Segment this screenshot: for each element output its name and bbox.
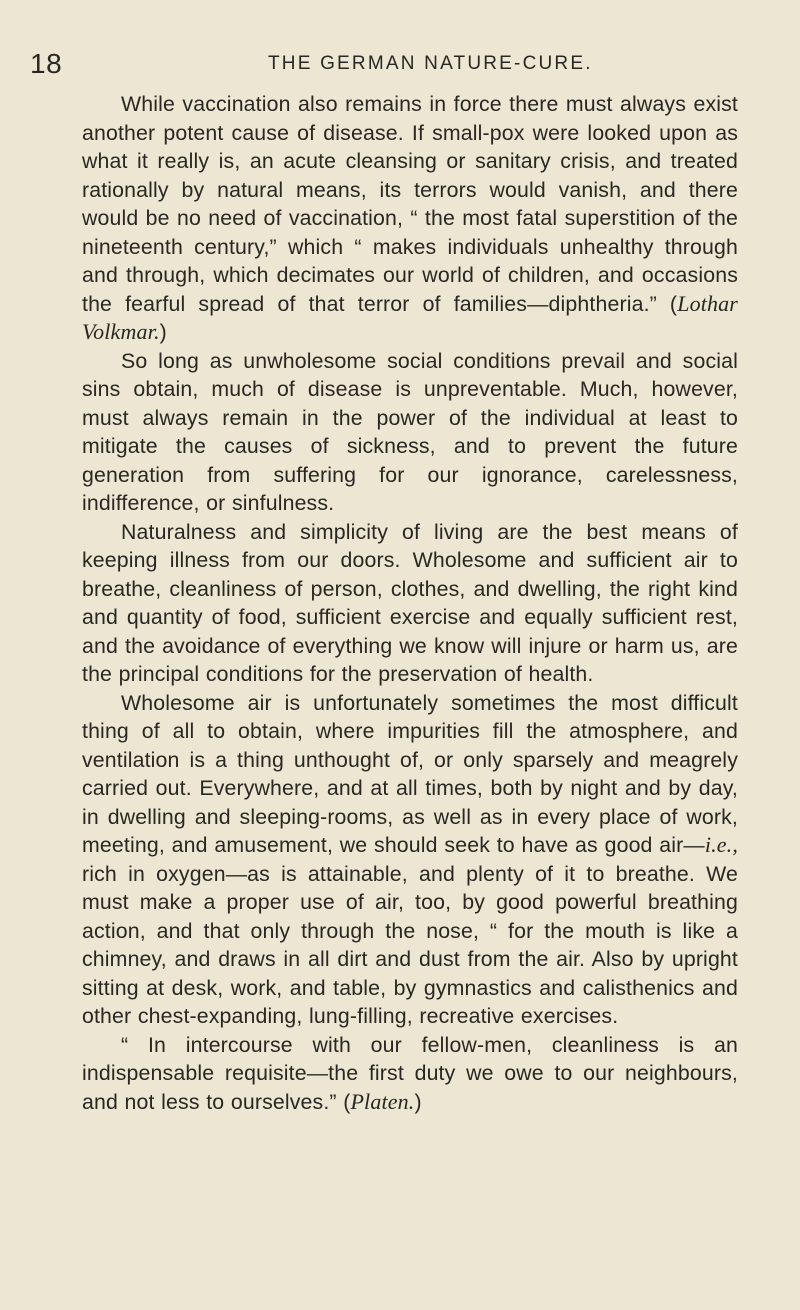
running-head [0,46,800,82]
paragraph-text-end: ) [414,1089,422,1114]
paragraph-text: “ In intercourse with our fellow-men, cleanliness is an indispensable requisite—the first duty we owe to our neighbours, and not less to ourselves.” ( [82,1032,738,1114]
paragraph-text-end: rich in oxygen—as is attainable, and plenty of it to breathe. We must make a proper use of air, too, by good powerful breathing action, and that only through the nose, “ for the mouth is like a chimney, and draws in all dirt and dust from the air. Also by upright sitting at desk, work, and table, by gymnastics and calisthenics and other chest-expanding, lung-filling, recreative exercises. [82,861,738,1028]
paragraph-naturalness [82,518,738,689]
paragraph-text: So long as unwholesome social conditions prevail and social sins obtain, much of disease is unpreventable. Much, however, must always remain in the power of the individual at least to mitigate the causes of sickness, and to prevent the future generation from suffering for our ignorance, carelessness, indifference, or sinfulness. [82,348,738,515]
italic-ie: i.e., [704,832,738,857]
paragraph-vaccination [82,90,738,347]
paragraph-social-conditions [82,347,738,518]
citation-platen: Platen. [350,1088,415,1114]
paragraph-intercourse [82,1031,738,1117]
body-text [82,90,738,1116]
paragraph-text: Naturalness and simplicity of living are the best means of keeping illness from our doors. Wholesome and sufficient air to breathe, cleanliness of person, clothes, and dwelling, the right kind and quantity of food, sufficient exercise and equally sufficient rest, and the avoidance of everything we know will injure or harm us, are the principal conditions for the preservation of health. [82,519,738,686]
citation-lothar-volkmar: Lothar Volkmar. [82,290,738,344]
paragraph-text: Wholesome air is unfortunately sometimes the most difficult thing of all to obtain, where impurities fill the atmosphere, and ventilation is a thing unthought of, or only sparsely and meagrely carried out. Everywhere, and at all times, both by night and by day, in dwelling and sleeping-rooms, as well as in every place of work, meeting, and amusement, we should seek to have as good air— [82,690,738,857]
paragraph-text: While vaccination also remains in force there must always exist another potent cause of disease. If small-pox were looked upon as what it really is, an acute cleansing or sanitary crisis, and treated rationally by natural means, its terrors would vanish, and there would be no need of vaccination, “ the most fatal superstition of the nineteenth century,” which “ makes individuals unhealthy through and through, which decimates our world of children, and occasions the fearful spread of that terror of families—diphtheria.” ( [82,92,738,316]
page-number: 18 [30,48,63,79]
paragraph-text-end: ) [159,320,167,344]
running-head-title: THE GERMAN NATURE-CURE. [268,53,593,74]
paragraph-wholesome-air [82,689,738,1031]
